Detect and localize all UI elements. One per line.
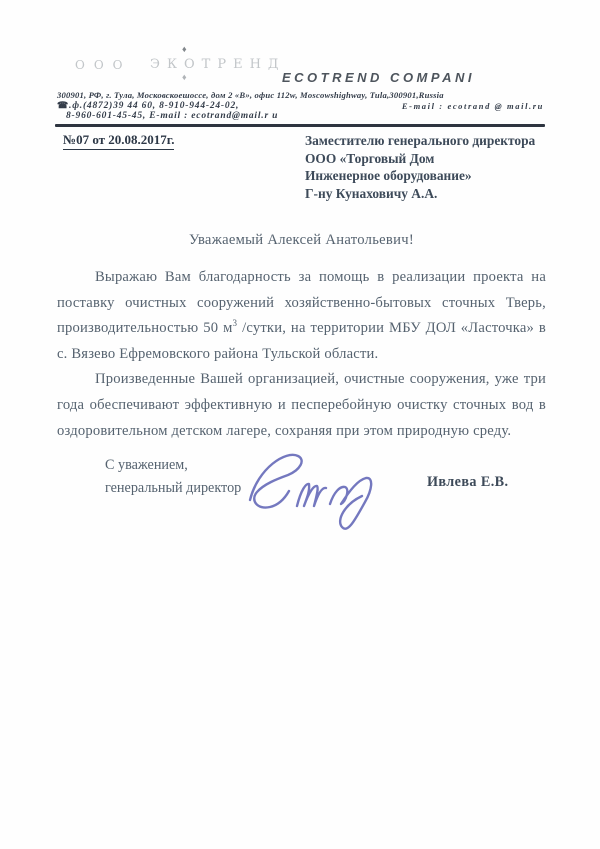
logo-ooo-text: ООО — [75, 58, 132, 72]
logo-diamond-icon: ♦ — [182, 44, 187, 54]
letterhead — [0, 0, 600, 130]
handwritten-signature — [242, 444, 402, 539]
logo-diamond-icon: ♦ — [182, 72, 187, 82]
recipient-line: Заместителю генерального директора — [305, 133, 536, 148]
paragraph-2: Произведенные Вашей организацией, очистные сооружения, уже три года обеспечивают эффективную и песперебойную очистку сточных вод в оздоровительном детском лагере, сохраняя при этом природную среду. — [57, 371, 546, 439]
closing-lines — [105, 454, 241, 500]
letterhead-email-right: E-mail : ecotrand @ mail.ru — [401, 101, 544, 111]
logo-company-name: ЭКОТРЕНД — [150, 57, 286, 72]
salutation: Уважаемый Алексей Анатольевич! — [188, 232, 415, 248]
recipient-line: ООО «Торговый Дом — [305, 150, 435, 166]
letterhead-phone-line1 — [57, 100, 239, 111]
phone-icon: ☎ — [57, 100, 70, 110]
paragraph-1-text: Выражаю Вам благодарность за помощь в реализации проекта на поставку очистных сооружений хозяйственно-бытовых сточных Тверь, производительностью 50 м — [57, 269, 546, 337]
recipient-line: Г-ну Кунаховичу А.А. — [305, 185, 438, 201]
signature-block — [57, 452, 546, 542]
letterhead-phone-line2: 8-960-601-45-45, E-mail : ecotrand@mail.r u — [66, 111, 279, 121]
phone-numbers: .ф.(4872)39 44 60, 8-910-944-24-02, — [69, 101, 240, 111]
closing-line: С уважением, — [105, 457, 188, 473]
cubic-meter-superscript: 3 — [232, 318, 238, 329]
closing-line: генеральный директор — [105, 480, 242, 496]
company-name-latin: ECOTREND COMPANI — [282, 70, 475, 85]
paragraph-1-text: /сутки, на территории МБУ ДОЛ «Ласточка» в с. Вязево Ефремовского района Тульской области. — [57, 320, 546, 362]
paragraph-1 — [57, 265, 546, 367]
recipient-line: Инженерное оборудование» — [305, 168, 472, 184]
signatory-name: Ивлева Е.В. — [427, 474, 509, 490]
reference-number: №07 от 20.08.2017г. — [63, 132, 174, 150]
recipient-block — [305, 132, 567, 202]
letterhead-address: 300901, РФ, г. Тула, Московскоешоссе, дом 2 «В», офис 112w, Moscowshighway, Tula,300901,Russia — [57, 90, 444, 100]
letter-body — [57, 232, 546, 444]
letterhead-divider — [55, 124, 545, 127]
